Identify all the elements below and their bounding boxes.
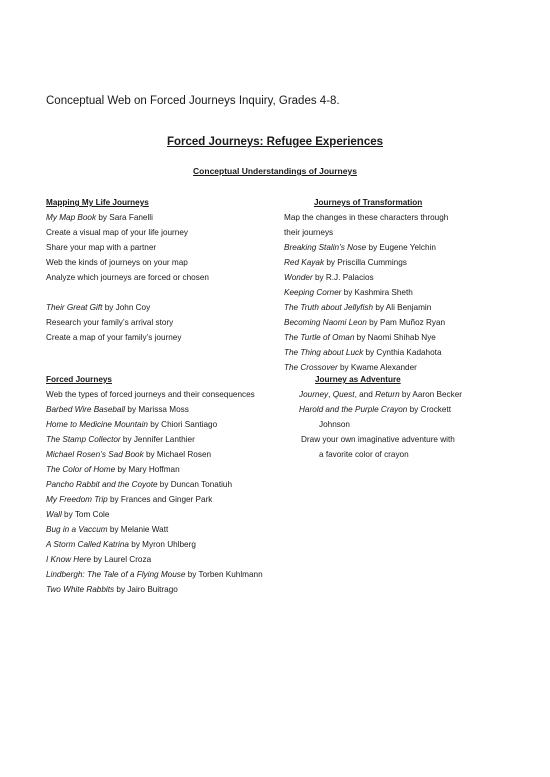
- book-title: My Map Book: [46, 213, 97, 222]
- book-title: Journey: [299, 390, 329, 399]
- book-author: by Torben Kuhlmann: [185, 570, 263, 579]
- book-title: Breaking Stalin’s Nose: [284, 243, 367, 252]
- mapping-item: Web the kinds of journeys on your map: [46, 258, 188, 267]
- adventure-heading: Journey as Adventure: [315, 375, 401, 384]
- book-author: by Melanie Watt: [107, 525, 169, 534]
- book-author: by Tom Cole: [61, 510, 110, 519]
- transformation-book: [284, 330, 448, 345]
- mapping-item: Analyze which journeys are forced or chosen: [46, 273, 209, 282]
- forced-book: [46, 522, 263, 537]
- book-author: by Eugene Yelchin: [366, 243, 436, 252]
- transformation-book: [284, 315, 448, 330]
- mapping-book-1: [46, 210, 209, 225]
- book-title: Home to Medicine Mountain: [46, 420, 148, 429]
- book-title: Wall: [46, 510, 62, 519]
- book-author: by Priscilla Cummings: [324, 258, 407, 267]
- book-title: Harold and the Purple Crayon: [299, 405, 408, 414]
- forced-book: [46, 477, 263, 492]
- forced-book: [46, 462, 263, 477]
- transformation-heading: Journeys of Transformation: [314, 198, 423, 207]
- forced-book: [46, 507, 263, 522]
- book-author: by Frances and Ginger Park: [107, 495, 213, 504]
- transformation-intro: Map the changes in these characters through: [284, 213, 449, 222]
- book-author: by Mary Hoffman: [115, 465, 180, 474]
- book-author: by Kwame Alexander: [337, 363, 417, 372]
- book-title: Barbed Wire Baseball: [46, 405, 126, 414]
- adventure-task: Draw your own imaginative adventure with: [301, 435, 455, 444]
- adventure-section: [299, 372, 462, 462]
- page-title: Forced Journeys: Refugee Experiences: [166, 136, 384, 148]
- forced-section: [46, 372, 263, 597]
- book-author: by Crockett: [407, 405, 452, 414]
- book-title: The Truth about Jellyfish: [284, 303, 374, 312]
- adventure-task-cont: a favorite color of crayon: [319, 450, 409, 459]
- book-author: by Aaron Becker: [399, 390, 462, 399]
- separator: ,: [328, 390, 333, 399]
- section-subtitle: Conceptual Understandings of Journeys: [193, 166, 357, 176]
- book-author: by Duncan Tonatiuh: [157, 480, 233, 489]
- book-author: by Pam Muñoz Ryan: [366, 318, 446, 327]
- book-title: Pancho Rabbit and the Coyote: [46, 480, 158, 489]
- forced-book: [46, 567, 263, 582]
- book-author: by Sara Fanelli: [96, 213, 153, 222]
- book-title: Keeping Corner: [284, 288, 342, 297]
- book-title: Two White Rabbits: [46, 585, 115, 594]
- forced-book: [46, 552, 263, 567]
- book-author: by Michael Rosen: [143, 450, 212, 459]
- transformation-book: [284, 285, 448, 300]
- book-title: The Color of Home: [46, 465, 116, 474]
- transformation-book: [284, 240, 448, 255]
- book-title: The Stamp Collector: [46, 435, 121, 444]
- mapping-item: Share your map with a partner: [46, 243, 157, 252]
- forced-intro: Web the types of forced journeys and their consequences: [46, 390, 255, 399]
- mapping-item: Create a visual map of your life journey: [46, 228, 188, 237]
- mapping-item: Create a map of your family’s journey: [46, 333, 182, 342]
- book-title: My Freedom Trip: [46, 495, 108, 504]
- book-title: Quest: [332, 390, 355, 399]
- mapping-section: [46, 195, 209, 345]
- book-title: Becoming Naomi Leon: [284, 318, 367, 327]
- book-title: Bug in a Vaccum: [46, 525, 108, 534]
- book-title: I Know Here: [46, 555, 92, 564]
- book-title: The Crossover: [284, 363, 338, 372]
- forced-book: [46, 432, 263, 447]
- book-author: by Chiori Santiago: [147, 420, 218, 429]
- forced-heading: Forced Journeys: [46, 375, 112, 384]
- book-author: by Marissa Moss: [125, 405, 189, 414]
- book-title: A Storm Called Katrina: [46, 540, 129, 549]
- book-author: by Laurel Croza: [91, 555, 152, 564]
- book-title: Michael Rosen’s Sad Book: [46, 450, 144, 459]
- book-title: The Thing about Luck: [284, 348, 364, 357]
- forced-book: [46, 492, 263, 507]
- book-title: Wonder: [284, 273, 313, 282]
- book-title: The Turtle of Oman: [284, 333, 355, 342]
- forced-book: [46, 582, 263, 597]
- forced-book: [46, 402, 263, 417]
- book-author: by Myron Uhlberg: [128, 540, 196, 549]
- separator: , and: [354, 390, 376, 399]
- book-author: by Cynthia Kadahota: [363, 348, 442, 357]
- adventure-book-2: [299, 402, 462, 417]
- adventure-book-1: [299, 387, 462, 402]
- transformation-intro: their journeys: [284, 228, 334, 237]
- book-author: by Jennifer Lanthier: [120, 435, 195, 444]
- transformation-book: [284, 345, 448, 360]
- transformation-book: [284, 300, 448, 315]
- book-author: by Naomi Shihab Nye: [354, 333, 436, 342]
- book-title: Lindbergh: The Tale of a Flying Mouse: [46, 570, 186, 579]
- mapping-item: Research your family’s arrival story: [46, 318, 174, 327]
- book-title: Their Great Gift: [46, 303, 103, 312]
- book-author: by John Coy: [102, 303, 151, 312]
- book-author: by Ali Benjamin: [373, 303, 432, 312]
- intro-line: Conceptual Web on Forced Journeys Inquiry, Grades 4-8.: [46, 95, 340, 107]
- forced-book: [46, 417, 263, 432]
- book-author: by Jairo Buitrago: [114, 585, 178, 594]
- adventure-book-2-cont: Johnson: [319, 420, 350, 429]
- forced-book: [46, 447, 263, 462]
- book-title: Return: [375, 390, 400, 399]
- mapping-heading: Mapping My Life Journeys: [46, 198, 149, 207]
- transformation-book: [284, 270, 448, 285]
- mapping-book-2: [46, 300, 209, 315]
- book-author: by Kashmira Sheth: [341, 288, 413, 297]
- book-title: Red Kayak: [284, 258, 325, 267]
- forced-book: [46, 537, 263, 552]
- book-author: by R.J. Palacios: [312, 273, 374, 282]
- transformation-section: [284, 195, 448, 375]
- transformation-book: [284, 255, 448, 270]
